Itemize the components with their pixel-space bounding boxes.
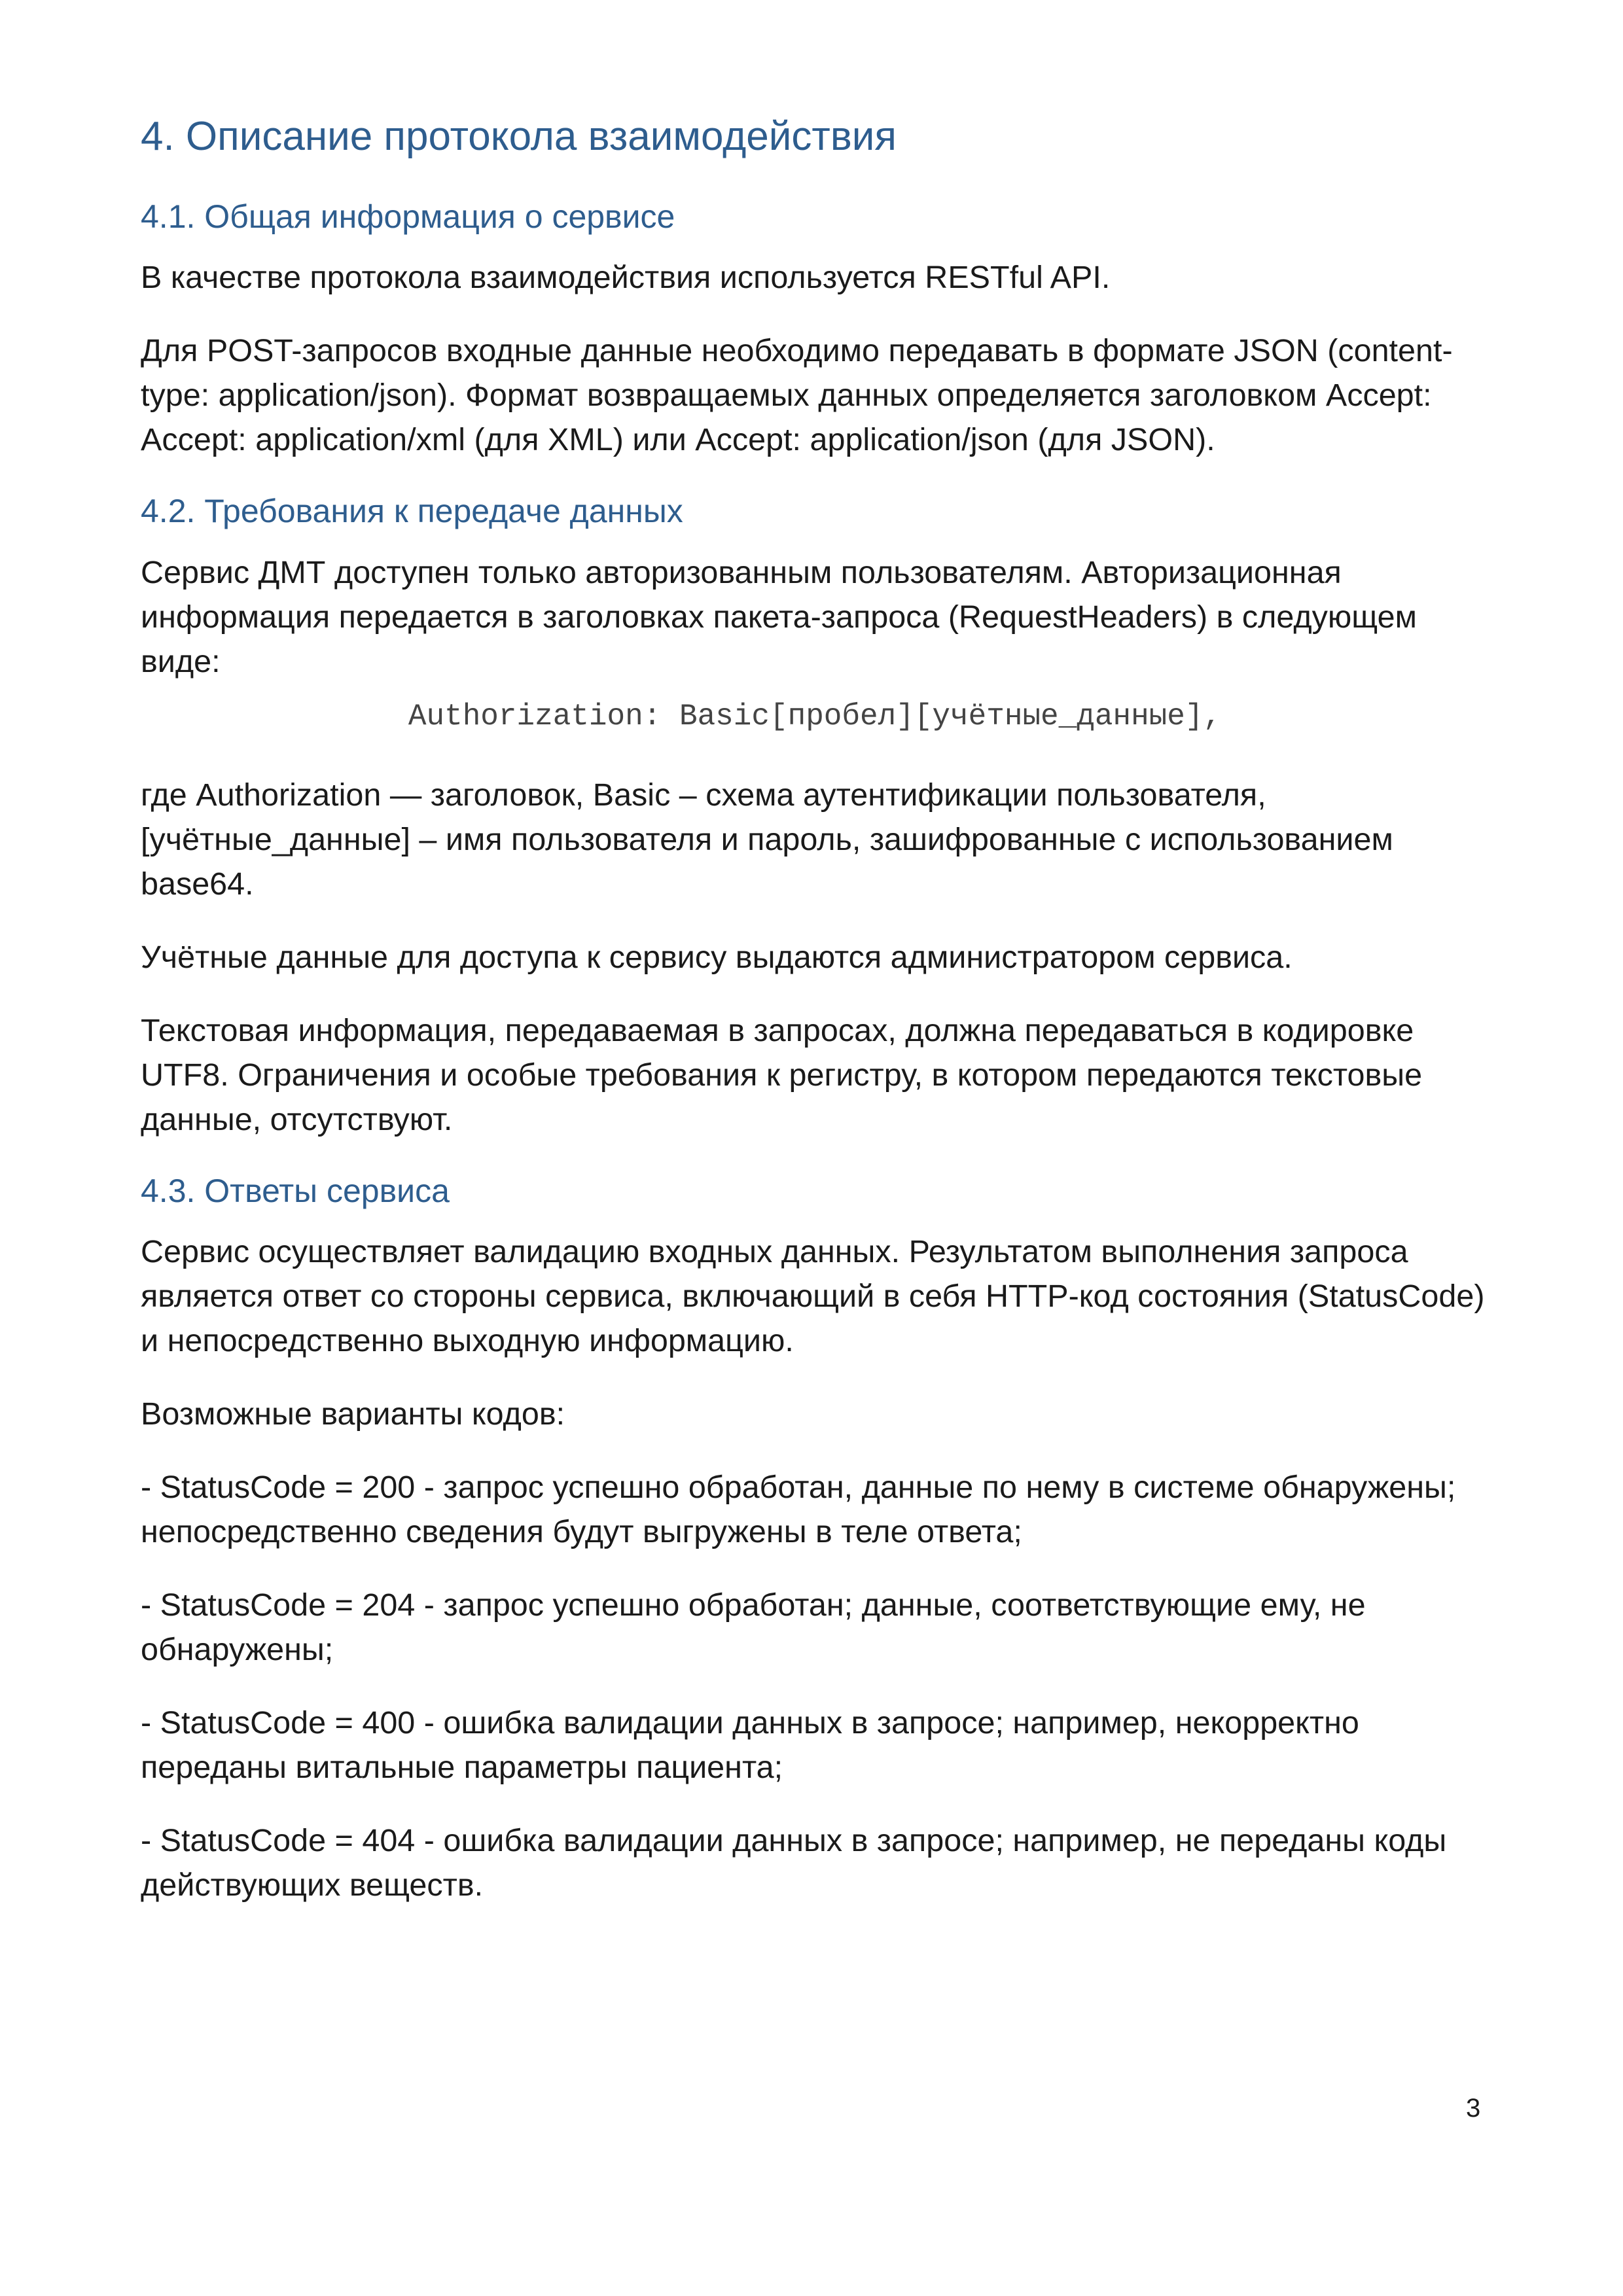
status-code-item: - StatusCode = 404 - ошибка валидации данных в запросе; например, не переданы коды действующих веществ. [141, 1823, 1447, 1903]
section-data-requirements [141, 491, 1489, 1142]
authorization-code-sample: Authorization: Basic[пробел][учётные_данные], [408, 699, 1222, 733]
paragraph: Для POST-запросов входные данные необходимо передавать в формате JSON (content-type: application/json). Формат возвращаемых данных определяется заголовком Accept: Accept: application/xml (для XML) или Accept: application/json (для JSON). [141, 333, 1453, 457]
paragraph: В качестве протокола взаимодействия используется RESTful API. [141, 260, 1111, 295]
page-number: 3 [1466, 2094, 1481, 2123]
page-content [141, 111, 1489, 1936]
section-service-responses [141, 1171, 1489, 1908]
paragraph: Текстовая информация, передаваемая в запросах, должна передаваться в кодировке UTF8. Ограничения и особые требования к регистру, в котором передаются текстовые данные, отсутствуют. [141, 1012, 1423, 1137]
page-title: 4. Описание протокола взаимодействия [141, 114, 897, 159]
status-code-item: - StatusCode = 204 - запрос успешно обработан; данные, соответствующие ему, не обнаружены; [141, 1587, 1366, 1667]
paragraph: Сервис осуществляет валидацию входных данных. Результатом выполнения запроса является ответ со стороны сервиса, включающий в себя HTTP-код состояния (StatusCode) и непосредственно выходную информацию. [141, 1234, 1485, 1358]
paragraph: Возможные варианты кодов: [141, 1396, 565, 1432]
paragraph: где Authorization — заголовок, Basic – схема аутентификации пользователя, [учётные_данные] – имя пользователя и пароль, зашифрованные с использованием base64. [141, 777, 1393, 902]
paragraph: Учётные данные для доступа к сервису выдаются администратором сервиса. [141, 939, 1293, 975]
section-heading: 4.2. Требования к передаче данных [141, 493, 683, 529]
status-code-item: - StatusCode = 400 - ошибка валидации данных в запросе; например, некорректно переданы витальные параметры пациента; [141, 1705, 1359, 1785]
section-heading: 4.3. Ответы сервиса [141, 1172, 450, 1209]
section-heading: 4.1. Общая информация о сервисе [141, 198, 675, 235]
section-general-info [141, 196, 1489, 463]
paragraph: Сервис ДМТ доступен только авторизованным пользователям. Авторизационная информация передается в заголовках пакета-запроса (RequestHeaders) в следующем виде: [141, 554, 1417, 679]
status-code-item: - StatusCode = 200 - запрос успешно обработан, данные по нему в системе обнаружены; непосредственно сведения будут выгружены в теле ответа; [141, 1470, 1456, 1549]
